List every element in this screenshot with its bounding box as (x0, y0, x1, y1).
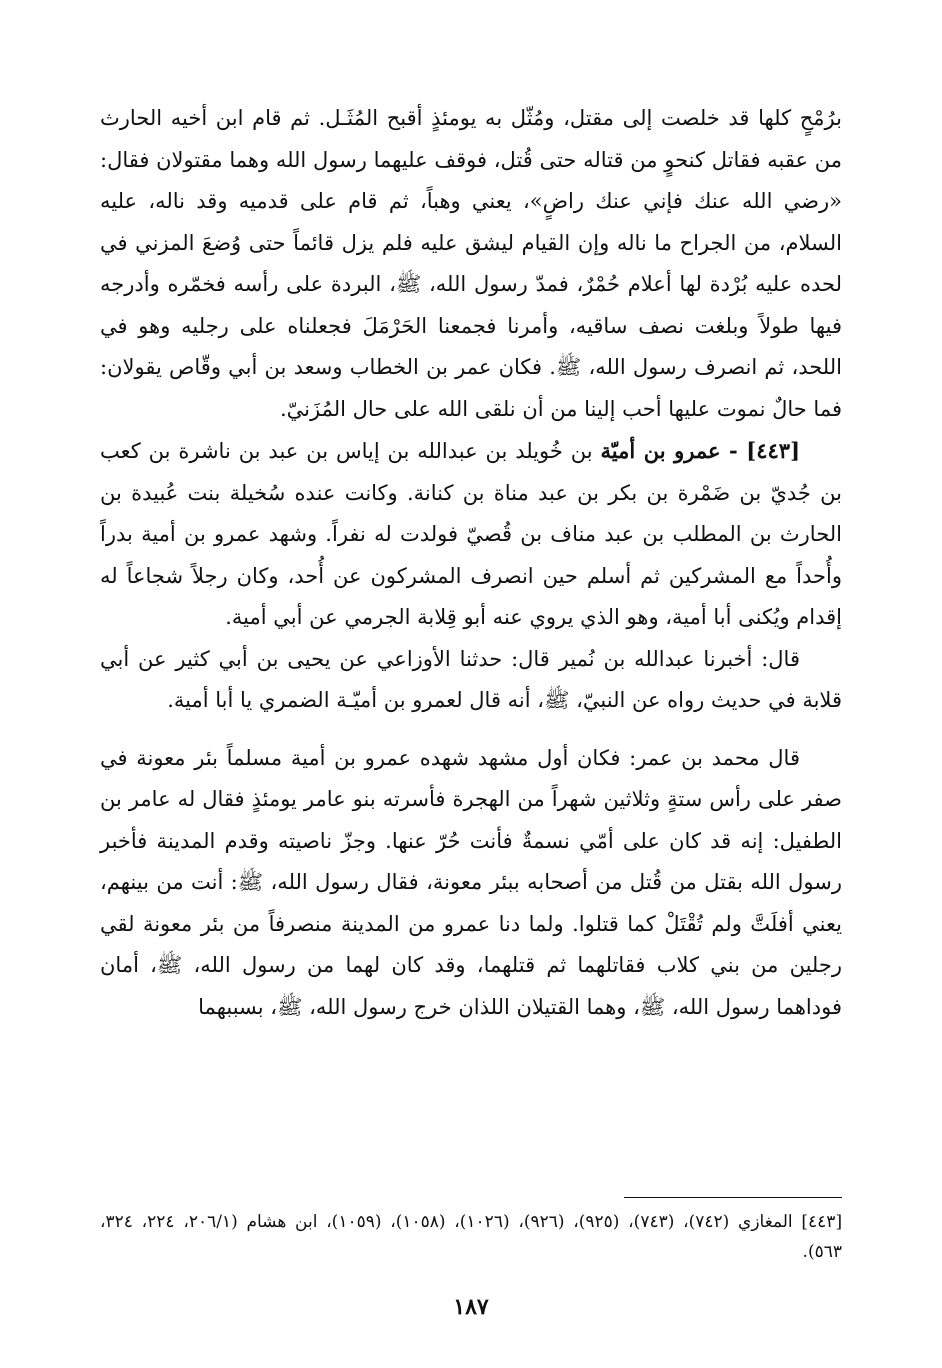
main-text-block (100, 98, 842, 1028)
paragraph-continued: برُمْحٍ كلها قد خلصت إلى مقتل، ومُثّل به يومئذٍ أقبح المُثَـل. ثم قام ابن أخيه الحارث من عقبه فقاتل كنحوٍ من قتاله حتى قُتل، فوقف عليهما رسول الله وهما مقتولان فقال: «رضي الله عنك فإني عنك راضٍ»، يعني وهباً، ثم قام على قدميه وقد ناله، عليه السلام، من الجراح ما ناله وإن القيام ليشق عليه فلم يزل قائماً حتى وُضعَ المزني في لحده عليه بُرْدة لها أعلام حُمْرٌ، فمدّ رسول الله، ﷺ، البردة على رأسه فخمّره وأدرجه فيها طولاً وبلغت نصف ساقيه، وأمرنا فجمعنا الحَرْمَلَ فجعلناه على رجليه وهو في اللحد، ثم انصرف رسول الله، ﷺ. فكان عمر بن الخطاب وسعد بن أبي وقّاص يقولان: فما حالٌ نموت عليها أحب إلينا من أن نلقى الله على حال المُزَنيّ. (100, 106, 842, 421)
entry-body: بن خُويلد بن عبدالله بن إياس بن عبد بن ناشرة بن كعب بن جُديّ بن ضَمْرة بن بكر بن عبد مناة بن كنانة. وكانت عنده سُخيلة بنت عُبيدة بن الحارث بن المطلب بن عبد مناف بن قُصيّ فولدت له نفراً. وشهد عمرو بن أمية بدراً وأُحداً مع المشركين ثم أسلم حين انصرف المشركون عن أُحد، وكان رجلاً شجاعاً له إقدام ويُكنى أبا أمية، وهو الذي يروي عنه أبو قِلابة الجرمي عن أبي أمية. (100, 439, 842, 629)
entry-heading: [٤٤٣] - عمرو بن أميّة (600, 438, 800, 463)
footnote-block (100, 1207, 842, 1267)
narration-paragraph: قال: أخبرنا عبدالله بن نُمير قال: حدثنا الأوزاعي عن يحيى بن أبي كثير عن أبي قلابة في حديث رواه عن النبيّ، ﷺ، أنه قال لعمرو بن أميّـة الضمري يا أبا أمية. (100, 646, 842, 712)
narration-paragraph-2: قال محمد بن عمر: فكان أول مشهد شهده عمرو بن أمية مسلماً بئر معونة في صفر على رأس ستةٍ وثلاثين شهراً من الهجرة فأسرته بنو عامر يومئذٍ فقال له عامر بن الطفيل: إنه قد كان على أمّي نسمةٌ فأنت حُرّ عنها. وجزّ ناصيته وقدم المدينة فأخبر رسول الله بقتل من قُتل من أصحابه ببئر معونة، فقال رسول الله، ﷺ: أنت من بينهم، يعني أفلَتَّ ولم تُقْتَلْ كما قتلوا. ولما دنا عمرو من المدينة منصرفاً من بئر معونة لقي رجلين من بني كلاب فقاتلهما ثم قتلهما، وقد كان لهما من رسول الله، ﷺ، أمان فوداهما رسول الله، ﷺ، وهما القتيلان اللذان خرج رسول الله، ﷺ، بسببهما (100, 745, 842, 1019)
page-number: ١٨٧ (453, 1294, 489, 1320)
footnote-text: [٤٤٣] المغازي (٧٤٢)، (٧٤٣)، (٩٢٥)، (٩٢٦)، (١٠٢٦)، (١٠٥٨)، (١٠٥٩)، ابن هشام (٢٠٦/١، ٢٢٤، ٣٢٤، ٥٦٣). (100, 1212, 843, 1262)
entry-paragraph (100, 430, 842, 639)
footnote-divider (624, 1197, 842, 1198)
